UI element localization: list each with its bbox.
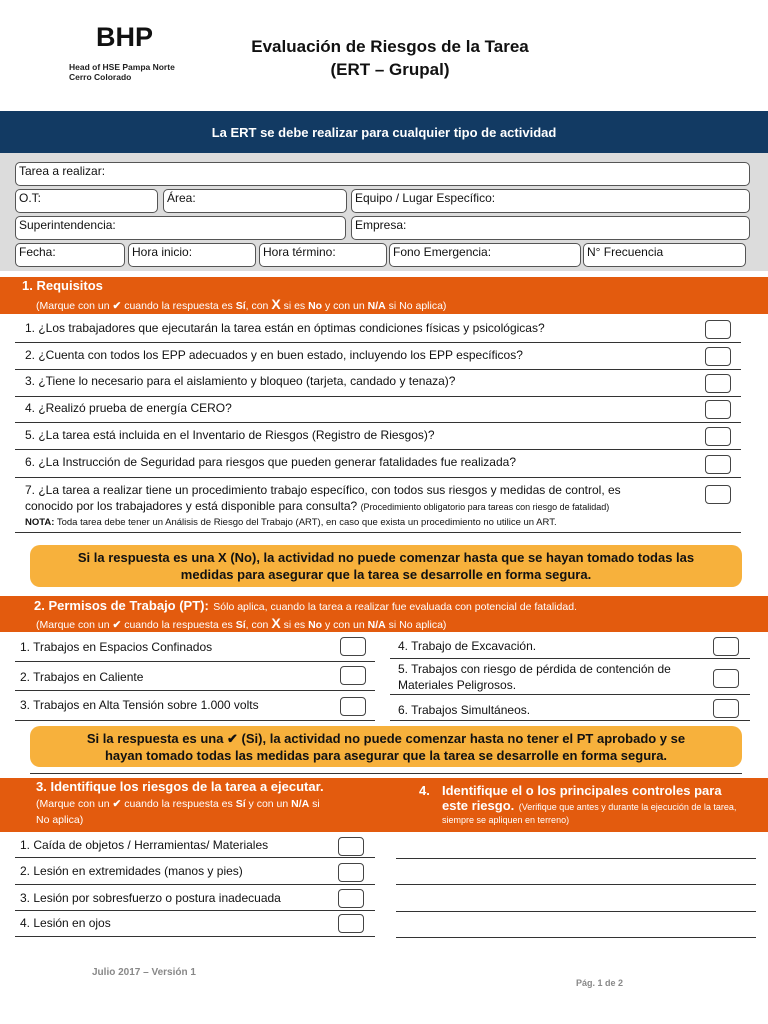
- answer-checkbox[interactable]: [705, 320, 731, 339]
- question-row: 5. ¿La tarea está incluida en el Inventario de Riesgos (Registro de Riesgos)?: [15, 423, 741, 450]
- permit-checkbox[interactable]: [713, 669, 739, 688]
- hora-termino-field[interactable]: Hora término:: [259, 243, 387, 267]
- answer-checkbox[interactable]: [705, 485, 731, 504]
- permit-checkbox[interactable]: [340, 697, 366, 716]
- frecuencia-field[interactable]: N° Frecuencia: [583, 243, 746, 267]
- tarea-field[interactable]: Tarea a realizar:: [15, 162, 750, 186]
- control-line[interactable]: [396, 911, 756, 912]
- x-mark-icon: X: [271, 615, 281, 631]
- question-row: 6. ¿La Instrucción de Seguridad para riesgos que pueden generar fatalidades fue realizada?: [15, 450, 741, 478]
- permit-checkbox[interactable]: [340, 666, 366, 685]
- ert-banner: La ERT se debe realizar para cualquier tipo de actividad: [0, 111, 768, 153]
- fecha-field[interactable]: Fecha:: [15, 243, 125, 267]
- question-row: 4. ¿Realizó prueba de energía CERO?: [15, 397, 741, 423]
- risk-checkbox[interactable]: [338, 889, 364, 908]
- question-row: 2. ¿Cuenta con todos los EPP adecuados y en buen estado, incluyendo los EPP específicos?: [15, 343, 741, 370]
- nota-text: NOTA: Toda tarea debe tener un Análisis de Riesgo del Trabajo (ART), en caso que exista un procedimiento no utilice un ART.: [25, 517, 557, 528]
- permit-row: 2. Trabajos en Caliente: [15, 662, 375, 691]
- document-title: Evaluación de Riesgos de la Tarea: [251, 37, 529, 56]
- check-mark-icon: ✔: [112, 619, 122, 631]
- question-row: 1. ¿Los trabajadores que ejecutarán la tarea están en óptimas condiciones físicas y psicológicas?: [15, 316, 741, 343]
- risk-row: 4. Lesión en ojos: [15, 911, 375, 937]
- check-mark-icon: ✔: [112, 300, 122, 312]
- section-4-number: 4.: [419, 783, 430, 798]
- ot-field[interactable]: O.T:: [15, 189, 158, 213]
- header-subtitle-1: Head of HSE Pampa Norte: [69, 62, 175, 72]
- control-line[interactable]: [396, 858, 756, 859]
- section-1-warning: Si la respuesta es una X (No), la actividad no puede comenzar hasta que se hayan tomado todas las medidas para asegurar que la tarea se desarrolle en forma segura.: [30, 545, 742, 587]
- x-mark-icon: X: [271, 296, 281, 312]
- hora-inicio-field[interactable]: Hora inicio:: [128, 243, 256, 267]
- section-2-instructions: (Marque con un ✔ cuando la respuesta es Sí, con X si es No y con un N/A si No aplica): [36, 615, 447, 631]
- section-1-title: 1. Requisitos: [22, 278, 103, 293]
- control-line[interactable]: [396, 884, 756, 885]
- risk-checkbox[interactable]: [338, 914, 364, 933]
- question-row: 7. ¿La tarea a realizar tiene un procedimiento trabajo específico, con todos sus riesgos y medidas de control, es conocido por los trabajadores y está disponible para consulta? (Procedimiento obligatorio para tareas con riesgo de fatalidad) NOTA: Toda tarea debe tener un Análisis de Riesgo del Trabajo (ART), en caso que exista un procedimiento no utilice un ART.: [15, 478, 741, 533]
- section-2-warning: Si la respuesta es una ✔ (Si), la actividad no puede comenzar hasta no tener el PT aprobado y se hayan tomado todas las medidas para asegurar que la tarea se desarrolle en forma segura.: [30, 726, 742, 767]
- risk-row: 3. Lesión por sobresfuerzo o postura inadecuada: [15, 885, 375, 911]
- header-subtitle-2: Cerro Colorado: [69, 72, 132, 82]
- divider: [30, 773, 742, 774]
- permit-row: 1. Trabajos en Espacios Confinados: [15, 632, 375, 662]
- permit-checkbox[interactable]: [713, 699, 739, 718]
- control-line[interactable]: [396, 937, 756, 938]
- permit-checkbox[interactable]: [340, 637, 366, 656]
- superintendencia-field[interactable]: Superintendencia:: [15, 216, 346, 240]
- equipo-field[interactable]: Equipo / Lugar Específico:: [351, 189, 750, 213]
- area-field[interactable]: Área:: [163, 189, 347, 213]
- permit-row: 3. Trabajos en Alta Tensión sobre 1.000 volts: [15, 691, 375, 721]
- answer-checkbox[interactable]: [705, 455, 731, 474]
- answer-checkbox[interactable]: [705, 374, 731, 393]
- section-3-4-header: 3. Identifique los riesgos de la tarea a ejecutar. (Marque con un ✔ cuando la respuesta es Sí y con un N/A si No aplica) 4. Identifique el o los principales controles para este riesgo. (Verifique que antes y durante la ejecución de la tarea, siempre se apliquen en terreno): [0, 778, 768, 832]
- answer-checkbox[interactable]: [705, 427, 731, 446]
- risk-checkbox[interactable]: [338, 863, 364, 882]
- empresa-field[interactable]: Empresa:: [351, 216, 750, 240]
- section-1-instructions: (Marque con un ✔ cuando la respuesta es Sí, con X si es No y con un N/A si No aplica): [36, 296, 447, 312]
- risk-row: 2. Lesión en extremidades (manos y pies): [15, 858, 375, 885]
- section-1-header: [0, 277, 768, 314]
- check-mark-icon: ✔: [112, 798, 122, 810]
- document-subtitle: (ERT – Grupal): [330, 60, 450, 79]
- section-2-header: 2. Permisos de Trabajo (PT): Sólo aplica, cuando la tarea a realizar fue evaluada con potencial de fatalidad. (Marque con un ✔ cuando la respuesta es Sí, con X si es No y con un N/A si No aplica): [0, 596, 768, 632]
- version-footer: Julio 2017 – Versión 1: [92, 967, 196, 978]
- fono-emergencia-field[interactable]: Fono Emergencia:: [389, 243, 581, 267]
- section-2-title: 2. Permisos de Trabajo (PT):: [34, 598, 209, 613]
- permit-row: 6. Trabajos Simultáneos.: [390, 695, 750, 721]
- page-number: Pág. 1 de 2: [576, 978, 624, 988]
- permit-row: 4. Trabajo de Excavación.: [390, 632, 750, 659]
- permit-checkbox[interactable]: [713, 637, 739, 656]
- section-3-title: 3. Identifique los riesgos de la tarea a ejecutar.: [36, 779, 324, 794]
- permit-row: 5. Trabajos con riesgo de pérdida de contención de Materiales Peligrosos.: [390, 659, 750, 695]
- section-3-instructions: (Marque con un ✔ cuando la respuesta es Sí y con un N/A si: [36, 798, 320, 810]
- risk-checkbox[interactable]: [338, 837, 364, 856]
- bhp-logo: BHP: [96, 22, 154, 52]
- section-4-title: Identifique el o los principales controles para: [442, 783, 722, 798]
- question-row: 3. ¿Tiene lo necesario para el aislamiento y bloqueo (tarjeta, candado y tenaza)?: [15, 370, 741, 397]
- risk-row: 1. Caída de objetos / Herramientas/ Materiales: [15, 832, 375, 858]
- answer-checkbox[interactable]: [705, 400, 731, 419]
- answer-checkbox[interactable]: [705, 347, 731, 366]
